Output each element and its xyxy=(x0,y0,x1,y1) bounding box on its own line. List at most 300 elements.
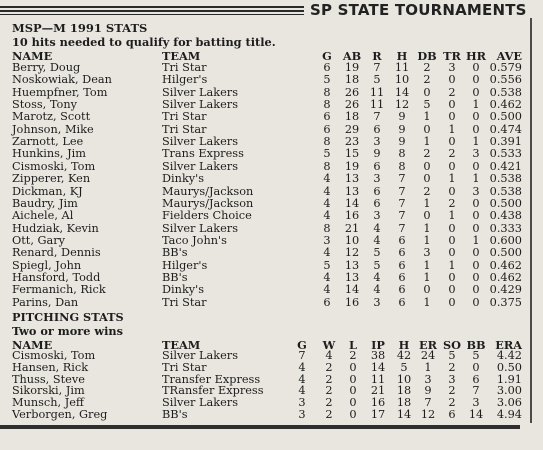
pitching-cell-ip: 16 xyxy=(370,396,386,410)
batting-cell-ave: 0.600 xyxy=(489,233,522,247)
batting-cell-h: H xyxy=(396,49,408,63)
batting-row xyxy=(0,284,530,296)
batting-cell-h: 9 xyxy=(398,122,406,136)
batting-cell-g: 4 xyxy=(323,209,331,223)
batting-cell-team: Hilger's xyxy=(162,73,208,87)
batting-cell-db: 1 xyxy=(423,196,431,210)
batting-cell-tr: 1 xyxy=(448,122,456,136)
batting-cell-hr: 3 xyxy=(472,184,480,198)
pitching-cell-g: 3 xyxy=(298,408,306,421)
batting-cell-tr: 0 xyxy=(448,295,456,309)
batting-cell-ave: 0.421 xyxy=(489,159,522,173)
batting-cell-r: R xyxy=(372,49,382,63)
batting-cell-db: 0 xyxy=(423,122,431,136)
batting-cell-name: Hansford, Todd xyxy=(12,270,101,284)
pitching-cell-w: 2 xyxy=(325,360,333,374)
batting-cell-name: Huempfner, Tom xyxy=(12,85,108,99)
pitching-cell-so: 3 xyxy=(448,372,456,386)
batting-cell-hr: 0 xyxy=(472,295,480,309)
pitching-cell-era: 3.06 xyxy=(496,396,522,410)
batting-cell-g: 8 xyxy=(323,221,331,235)
batting-cell-team: Silver Lakers xyxy=(162,85,238,99)
batting-cell-ave: 0.429 xyxy=(489,283,522,297)
batting-cell-ave: 0.538 xyxy=(489,184,522,198)
batting-cell-g: 6 xyxy=(323,122,331,136)
batting-row xyxy=(0,260,530,272)
batting-cell-g: 8 xyxy=(323,98,331,112)
pitching-cell-so: 2 xyxy=(448,384,456,398)
batting-cell-ab: 16 xyxy=(344,295,360,309)
pitching-cell-team: BB's xyxy=(162,408,188,421)
column-rule xyxy=(530,18,532,423)
pitching-cell-h: 18 xyxy=(396,396,412,410)
pitching-cell-era: 4.94 xyxy=(496,408,522,421)
batting-cell-r: 4 xyxy=(373,221,381,235)
batting-cell-hr: 0 xyxy=(472,159,480,173)
batting-cell-tr: 0 xyxy=(448,233,456,247)
pitching-cell-team: Tri Star xyxy=(162,360,207,374)
batting-cell-ab: 13 xyxy=(344,258,360,272)
batting-cell-h: 6 xyxy=(398,246,406,260)
batting-cell-tr: 0 xyxy=(448,221,456,235)
batting-row xyxy=(0,223,530,235)
pitching-cell-h: 10 xyxy=(396,372,412,386)
batting-cell-team: Dinky's xyxy=(162,283,205,297)
pitching-cell-l: 0 xyxy=(349,384,357,398)
batting-cell-r: 7 xyxy=(373,61,381,74)
batting-cell-r: 6 xyxy=(373,122,381,136)
batting-cell-ab: 21 xyxy=(344,221,360,235)
batting-cell-ab: 13 xyxy=(344,172,360,186)
batting-cell-h: 7 xyxy=(398,209,406,223)
batting-cell-hr: HR xyxy=(465,49,487,63)
batting-cell-tr: 0 xyxy=(448,159,456,173)
batting-cell-tr: 0 xyxy=(448,73,456,87)
batting-cell-hr: 0 xyxy=(472,73,480,87)
batting-cell-team: Hilger's xyxy=(162,258,208,272)
batting-cell-db: 1 xyxy=(423,270,431,284)
batting-row xyxy=(0,297,530,309)
pitching-cell-era: 4.42 xyxy=(496,349,522,362)
batting-cell-h: 9 xyxy=(398,135,406,149)
pitching-cell-h: H xyxy=(398,338,410,352)
batting-cell-tr: 0 xyxy=(448,135,456,149)
batting-cell-r: 6 xyxy=(373,159,381,173)
batting-cell-team: Silver Lakers xyxy=(162,159,238,173)
batting-cell-db: 2 xyxy=(423,61,431,74)
batting-cell-g: 4 xyxy=(323,270,331,284)
batting-row xyxy=(0,210,530,222)
batting-cell-h: 6 xyxy=(398,233,406,247)
pitching-cell-w: 2 xyxy=(325,384,333,398)
batting-cell-ab: 29 xyxy=(344,122,360,136)
pitching-cell-g: G xyxy=(297,338,307,352)
batting-cell-g: 5 xyxy=(323,258,331,272)
batting-subtitle: 10 hits needed to qualify for batting title. xyxy=(12,35,276,49)
pitching-cell-l: 0 xyxy=(349,372,357,386)
batting-cell-team: Dinky's xyxy=(162,172,205,186)
batting-cell-tr: 2 xyxy=(448,147,456,161)
batting-cell-hr: 0 xyxy=(472,283,480,297)
batting-cell-name: Johnson, Mike xyxy=(12,122,94,136)
batting-cell-name: Hunkins, Jim xyxy=(12,147,86,161)
pitching-cell-team: TRansfer Express xyxy=(162,384,264,398)
batting-cell-ab: 19 xyxy=(344,159,360,173)
pitching-row xyxy=(0,362,530,374)
batting-cell-name: Noskowiak, Dean xyxy=(12,73,112,87)
pitching-cell-er: 9 xyxy=(424,384,432,398)
batting-cell-r: 5 xyxy=(373,73,381,87)
pitching-cell-g: 4 xyxy=(298,360,306,374)
pitching-cell-so: 6 xyxy=(448,408,456,421)
batting-cell-hr: 0 xyxy=(472,258,480,272)
pitching-cell-er: 12 xyxy=(420,408,436,421)
batting-cell-r: 3 xyxy=(373,135,381,149)
batting-cell-r: 4 xyxy=(373,283,381,297)
batting-cell-r: 4 xyxy=(373,270,381,284)
batting-cell-ave: 0.500 xyxy=(489,196,522,210)
batting-cell-ab: 14 xyxy=(344,283,360,297)
pitching-cell-ip: 38 xyxy=(370,349,386,362)
pitching-cell-g: 4 xyxy=(298,372,306,386)
batting-cell-h: 7 xyxy=(398,172,406,186)
batting-cell-ab: 12 xyxy=(344,246,360,260)
batting-cell-tr: 3 xyxy=(448,61,456,74)
batting-cell-hr: 1 xyxy=(472,98,480,112)
batting-cell-tr: 0 xyxy=(448,110,456,124)
batting-row xyxy=(0,186,530,198)
batting-cell-db: 1 xyxy=(423,258,431,272)
pitching-cell-team: Silver Lakers xyxy=(162,396,238,410)
batting-cell-g: 8 xyxy=(323,159,331,173)
batting-cell-tr: 0 xyxy=(448,283,456,297)
pitching-cell-h: 14 xyxy=(396,408,412,421)
batting-cell-db: 3 xyxy=(423,246,431,260)
batting-row xyxy=(0,74,530,86)
batting-cell-ab: AB xyxy=(342,49,362,63)
batting-title: MSP—M 1991 STATS xyxy=(12,21,148,35)
batting-cell-r: 9 xyxy=(373,147,381,161)
batting-cell-g: 4 xyxy=(323,172,331,186)
batting-cell-team: Taco John's xyxy=(162,233,227,247)
pitching-cell-bb: 0 xyxy=(472,360,480,374)
batting-cell-tr: 1 xyxy=(448,209,456,223)
batting-cell-db: 1 xyxy=(423,135,431,149)
pitching-cell-g: 3 xyxy=(298,396,306,410)
batting-cell-team: Silver Lakers xyxy=(162,98,238,112)
batting-cell-db: 0 xyxy=(423,159,431,173)
batting-cell-g: G xyxy=(322,49,332,63)
batting-cell-name: Baudry, Jim xyxy=(12,196,78,210)
batting-cell-name: Cismoski, Tom xyxy=(12,159,96,173)
batting-cell-r: 3 xyxy=(373,295,381,309)
batting-cell-tr: 0 xyxy=(448,246,456,260)
pitching-cell-bb: 6 xyxy=(472,372,480,386)
batting-cell-db: 0 xyxy=(423,85,431,99)
batting-cell-db: 1 xyxy=(423,110,431,124)
pitching-cell-name: Munsch, Jeff xyxy=(12,396,84,410)
batting-cell-ave: 0.500 xyxy=(489,110,522,124)
batting-cell-hr: 0 xyxy=(472,122,480,136)
pitching-cell-g: 7 xyxy=(298,349,306,362)
pitching-cell-ip: 17 xyxy=(370,408,386,421)
batting-cell-ab: 23 xyxy=(344,135,360,149)
pitching-cell-er: 7 xyxy=(424,396,432,410)
batting-cell-tr: 0 xyxy=(448,184,456,198)
banner-rules xyxy=(0,6,310,15)
batting-cell-g: 4 xyxy=(323,283,331,297)
batting-cell-g: 4 xyxy=(323,184,331,198)
pitching-cell-name: Cismoski, Tom xyxy=(12,349,96,362)
batting-cell-name: Parins, Dan xyxy=(12,295,79,309)
batting-cell-team: Maurys/Jackson xyxy=(162,196,254,210)
batting-cell-h: 12 xyxy=(394,98,410,112)
pitching-cell-name: Sikorski, Jim xyxy=(12,384,85,398)
batting-cell-name: Spiegl, John xyxy=(12,258,82,272)
batting-cell-db: 1 xyxy=(423,295,431,309)
batting-cell-r: 4 xyxy=(373,233,381,247)
batting-cell-h: 6 xyxy=(398,258,406,272)
batting-cell-team: TEAM xyxy=(162,49,201,63)
batting-cell-r: 5 xyxy=(373,246,381,260)
pitching-cell-ip: 14 xyxy=(370,360,386,374)
batting-cell-team: BB's xyxy=(162,270,188,284)
pitching-title: PITCHING STATS xyxy=(12,310,124,324)
batting-cell-ave: 0.579 xyxy=(489,61,522,74)
batting-row xyxy=(0,173,530,185)
batting-cell-hr: 1 xyxy=(472,233,480,247)
batting-cell-db: 0 xyxy=(423,172,431,186)
batting-row xyxy=(0,272,530,284)
pitching-cell-so: 5 xyxy=(448,349,456,362)
batting-cell-team: Fielders Choice xyxy=(162,209,252,223)
pitching-cell-team: TEAM xyxy=(162,338,201,352)
pitching-cell-name: Hansen, Rick xyxy=(12,360,89,374)
batting-cell-hr: 1 xyxy=(472,135,480,149)
pitching-subtitle: Two or more wins xyxy=(12,324,123,338)
batting-cell-tr: 0 xyxy=(448,270,456,284)
batting-cell-team: Tri Star xyxy=(162,110,207,124)
batting-cell-name: Renard, Dennis xyxy=(12,246,101,260)
batting-cell-tr: TR xyxy=(443,49,461,63)
batting-cell-hr: 3 xyxy=(472,147,480,161)
batting-row xyxy=(0,124,530,136)
batting-cell-hr: 0 xyxy=(472,246,480,260)
pitching-cell-g: 4 xyxy=(298,384,306,398)
batting-cell-hr: 0 xyxy=(472,270,480,284)
batting-cell-team: Tri Star xyxy=(162,61,207,74)
batting-cell-ab: 16 xyxy=(344,209,360,223)
pitching-cell-era: ERA xyxy=(495,338,522,352)
pitching-cell-bb: 3 xyxy=(472,396,480,410)
batting-cell-ab: 14 xyxy=(344,196,360,210)
batting-cell-g: 4 xyxy=(323,246,331,260)
pitching-row xyxy=(0,409,530,421)
pitching-cell-era: 3.00 xyxy=(496,384,522,398)
batting-cell-g: 6 xyxy=(323,295,331,309)
batting-cell-g: 8 xyxy=(323,135,331,149)
batting-cell-name: Zarnott, Lee xyxy=(12,135,84,149)
batting-cell-db: DB xyxy=(417,49,437,63)
pitching-cell-l: 0 xyxy=(349,396,357,410)
batting-row xyxy=(0,235,530,247)
batting-cell-ab: 18 xyxy=(344,110,360,124)
batting-cell-r: 3 xyxy=(373,209,381,223)
batting-cell-tr: 2 xyxy=(448,196,456,210)
batting-cell-hr: 1 xyxy=(472,172,480,186)
batting-cell-r: 6 xyxy=(373,196,381,210)
batting-cell-h: 8 xyxy=(398,159,406,173)
batting-cell-h: 14 xyxy=(394,85,410,99)
batting-cell-r: 11 xyxy=(369,85,385,99)
pitching-cell-w: 2 xyxy=(325,408,333,421)
batting-cell-hr: 0 xyxy=(472,209,480,223)
batting-cell-h: 9 xyxy=(398,110,406,124)
batting-cell-hr: 0 xyxy=(472,85,480,99)
batting-cell-team: BB's xyxy=(162,246,188,260)
bottom-rule xyxy=(0,425,520,429)
pitching-cell-h: 18 xyxy=(396,384,412,398)
pitching-cell-bb: 14 xyxy=(468,408,484,421)
pitching-cell-era: 0.50 xyxy=(496,360,522,374)
batting-cell-ave: 0.375 xyxy=(489,295,522,309)
batting-cell-h: 7 xyxy=(398,184,406,198)
batting-cell-name: Berry, Doug xyxy=(12,61,81,74)
batting-cell-team: Tri Star xyxy=(162,295,207,309)
batting-cell-name: Aichele, Al xyxy=(12,209,74,223)
pitching-cell-ip: IP xyxy=(371,338,385,352)
batting-cell-g: 5 xyxy=(323,73,331,87)
pitching-cell-ip: 11 xyxy=(370,372,386,386)
batting-cell-g: 3 xyxy=(323,233,331,247)
batting-cell-hr: 0 xyxy=(472,221,480,235)
pitching-cell-bb: 7 xyxy=(472,384,480,398)
batting-cell-team: Maurys/Jackson xyxy=(162,184,254,198)
batting-cell-hr: 0 xyxy=(472,110,480,124)
batting-cell-ave: AVE xyxy=(496,49,522,63)
batting-cell-db: 2 xyxy=(423,147,431,161)
batting-cell-ave: 0.500 xyxy=(489,246,522,260)
pitching-cell-l: L xyxy=(349,338,357,352)
batting-cell-ave: 0.556 xyxy=(489,73,522,87)
pitching-cell-so: 2 xyxy=(448,396,456,410)
batting-cell-tr: 0 xyxy=(448,98,456,112)
pitching-cell-er: 24 xyxy=(420,349,436,362)
pitching-cell-er: ER xyxy=(419,338,437,352)
batting-row xyxy=(0,99,530,111)
pitching-cell-name: Thuss, Steve xyxy=(12,372,85,386)
batting-cell-h: 6 xyxy=(398,295,406,309)
batting-row xyxy=(0,87,530,99)
batting-cell-tr: 1 xyxy=(448,172,456,186)
batting-cell-ave: 0.538 xyxy=(489,85,522,99)
batting-cell-h: 6 xyxy=(398,283,406,297)
batting-cell-r: 6 xyxy=(373,184,381,198)
batting-cell-ave: 0.462 xyxy=(489,98,522,112)
pitching-cell-team: Transfer Express xyxy=(162,372,261,386)
batting-row xyxy=(0,111,530,123)
batting-cell-name: Hudziak, Kevin xyxy=(12,221,99,235)
batting-cell-g: 6 xyxy=(323,110,331,124)
batting-cell-h: 7 xyxy=(398,196,406,210)
batting-cell-h: 11 xyxy=(394,61,410,74)
pitching-cell-team: Silver Lakers xyxy=(162,349,238,362)
batting-cell-ab: 26 xyxy=(344,85,360,99)
batting-cell-r: 3 xyxy=(373,172,381,186)
banner-title: SP STATE TOURNAMENTS xyxy=(304,0,533,20)
pitching-cell-l: 2 xyxy=(349,349,357,362)
batting-cell-ave: 0.533 xyxy=(489,147,522,161)
pitching-cell-era: 1.91 xyxy=(496,372,522,386)
pitching-cell-er: 1 xyxy=(424,360,432,374)
batting-cell-r: 7 xyxy=(373,110,381,124)
batting-cell-team: Trans Express xyxy=(162,147,244,161)
batting-row xyxy=(0,62,530,74)
batting-cell-ab: 15 xyxy=(344,147,360,161)
pitching-cell-h: 42 xyxy=(396,349,412,362)
batting-cell-ave: 0.438 xyxy=(489,209,522,223)
batting-cell-hr: 0 xyxy=(472,196,480,210)
batting-cell-ab: 10 xyxy=(344,233,360,247)
batting-cell-name: Fermanich, Rick xyxy=(12,283,106,297)
batting-cell-db: 1 xyxy=(423,221,431,235)
batting-cell-db: 2 xyxy=(423,73,431,87)
batting-cell-r: 5 xyxy=(373,258,381,272)
batting-row xyxy=(0,247,530,259)
batting-cell-team: Silver Lakers xyxy=(162,221,238,235)
batting-cell-ave: 0.462 xyxy=(489,270,522,284)
batting-cell-db: 0 xyxy=(423,283,431,297)
pitching-cell-name: Verborgen, Greg xyxy=(12,408,108,421)
batting-cell-h: 10 xyxy=(394,73,410,87)
batting-cell-g: 8 xyxy=(323,85,331,99)
batting-cell-g: 6 xyxy=(323,61,331,74)
batting-cell-ab: 13 xyxy=(344,184,360,198)
batting-cell-name: NAME xyxy=(12,49,53,63)
batting-cell-name: Ott, Gary xyxy=(12,233,66,247)
batting-row xyxy=(0,136,530,148)
batting-cell-tr: 2 xyxy=(448,85,456,99)
batting-cell-g: 5 xyxy=(323,147,331,161)
batting-cell-name: Stoss, Tony xyxy=(12,98,77,112)
batting-cell-ave: 0.538 xyxy=(489,172,522,186)
batting-cell-name: Dickman, KJ xyxy=(12,184,83,198)
pitching-cell-bb: 5 xyxy=(472,349,480,362)
pitching-cell-bb: BB xyxy=(466,338,486,352)
batting-cell-ave: 0.333 xyxy=(489,221,522,235)
pitching-cell-so: 2 xyxy=(448,360,456,374)
batting-row xyxy=(0,161,530,173)
pitching-cell-h: 5 xyxy=(400,360,408,374)
batting-cell-g: 4 xyxy=(323,196,331,210)
batting-row xyxy=(0,148,530,160)
batting-cell-r: 11 xyxy=(369,98,385,112)
batting-cell-h: 7 xyxy=(398,221,406,235)
batting-cell-tr: 1 xyxy=(448,258,456,272)
pitching-cell-l: 0 xyxy=(349,360,357,374)
pitching-cell-l: 0 xyxy=(349,408,357,421)
pitching-cell-w: W xyxy=(322,338,336,352)
batting-cell-db: 0 xyxy=(423,209,431,223)
batting-cell-hr: 0 xyxy=(472,61,480,74)
batting-cell-ave: 0.391 xyxy=(489,135,522,149)
pitching-cell-so: SO xyxy=(443,338,461,352)
pitching-cell-w: 2 xyxy=(325,396,333,410)
batting-cell-ave: 0.462 xyxy=(489,258,522,272)
batting-cell-ab: 26 xyxy=(344,98,360,112)
batting-cell-h: 8 xyxy=(398,147,406,161)
batting-cell-h: 6 xyxy=(398,270,406,284)
